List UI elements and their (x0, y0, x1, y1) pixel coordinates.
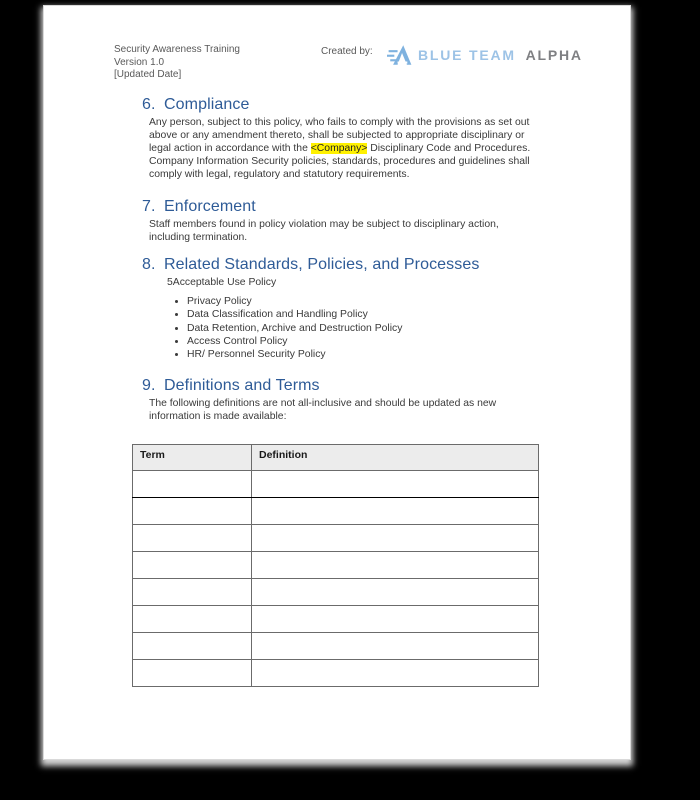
definition-cell (252, 551, 539, 578)
company-placeholder-highlight: <Company> (310, 142, 368, 154)
related-policies-list (142, 295, 542, 361)
section-number: 6. (142, 95, 156, 113)
definitions-paragraph: The following definitions are not all-inclusive and should be updated as new information is made available: (149, 398, 497, 423)
blue-team-alpha-logo (387, 42, 583, 68)
table-row (133, 659, 539, 686)
section-heading-definitions (142, 376, 542, 396)
definition-cell (252, 578, 539, 605)
definition-cell (252, 470, 539, 497)
section-heading-compliance (142, 95, 542, 115)
definition-cell (252, 659, 539, 686)
table-row (133, 524, 539, 551)
related-standards-intro: 5Acceptable Use Policy (167, 276, 277, 288)
compliance-text-after: Disciplinary Code and Procedures. Company Information Security policies, standards, procedures and guidelines shall comply with legal, regulatory and statutory requirements. (149, 142, 531, 181)
definition-cell (252, 605, 539, 632)
table-row (133, 470, 539, 497)
list-item: • Privacy Policy (187, 295, 542, 308)
doc-updated-date: [Updated Date] (114, 69, 182, 80)
term-cell (133, 524, 252, 551)
definitions-table (132, 444, 539, 687)
table-row (133, 605, 539, 632)
definition-cell (252, 632, 539, 659)
compliance-text-before: Any person, subject to this policy, who fails to comply with the provisions as set out above or any amendment thereto, shall be subjected to appropriate disciplinary or legal action in accordance with the (149, 116, 530, 154)
table-header-definition: Definition (252, 444, 539, 470)
section-title: Definitions and Terms (164, 377, 320, 395)
logo-wordmark (418, 47, 583, 63)
table-header-term: Term (133, 444, 252, 470)
term-cell (133, 632, 252, 659)
definition-cell (252, 524, 539, 551)
section-number: 8. (142, 255, 156, 273)
section-title: Related Standards, Policies, and Processes (164, 255, 480, 273)
term-cell (133, 578, 252, 605)
list-item: • Access Control Policy (187, 335, 542, 348)
list-item: • Data Classification and Handling Policy (187, 308, 542, 321)
section-number: 7. (142, 197, 156, 215)
compliance-paragraph (149, 116, 541, 182)
section-heading-enforcement (142, 197, 542, 217)
created-by-label: Created by: (321, 46, 373, 57)
document-page (44, 6, 630, 759)
definitions-table-body (133, 470, 539, 686)
definition-cell (252, 497, 539, 524)
table-row (133, 497, 539, 524)
logo-text-gray: ALPHA (525, 47, 583, 63)
table-row (133, 578, 539, 605)
section-heading-related-standards (142, 255, 542, 275)
table-row (133, 632, 539, 659)
doc-version: Version 1.0 (114, 56, 165, 68)
term-cell (133, 659, 252, 686)
section-title: Enforcement (164, 197, 256, 215)
table-row (133, 551, 539, 578)
enforcement-paragraph: Staff members found in policy violation may be subject to disciplinary action, including termination. (149, 218, 499, 243)
doc-title: Security Awareness Training (114, 44, 240, 55)
section-number: 9. (142, 377, 156, 395)
term-cell (133, 551, 252, 578)
document-meta (114, 44, 321, 82)
term-cell (133, 605, 252, 632)
logo-text-blue: BLUE TEAM (418, 47, 516, 63)
list-item: • HR/ Personnel Security Policy (187, 348, 542, 361)
term-cell (133, 497, 252, 524)
list-item: • Data Retention, Archive and Destruction Policy (187, 322, 542, 335)
document-header (114, 44, 630, 82)
blue-team-alpha-mark-icon (387, 42, 413, 68)
table-header-row (133, 444, 539, 470)
document-body (142, 95, 542, 687)
section-title: Compliance (164, 95, 250, 113)
term-cell (133, 470, 252, 497)
